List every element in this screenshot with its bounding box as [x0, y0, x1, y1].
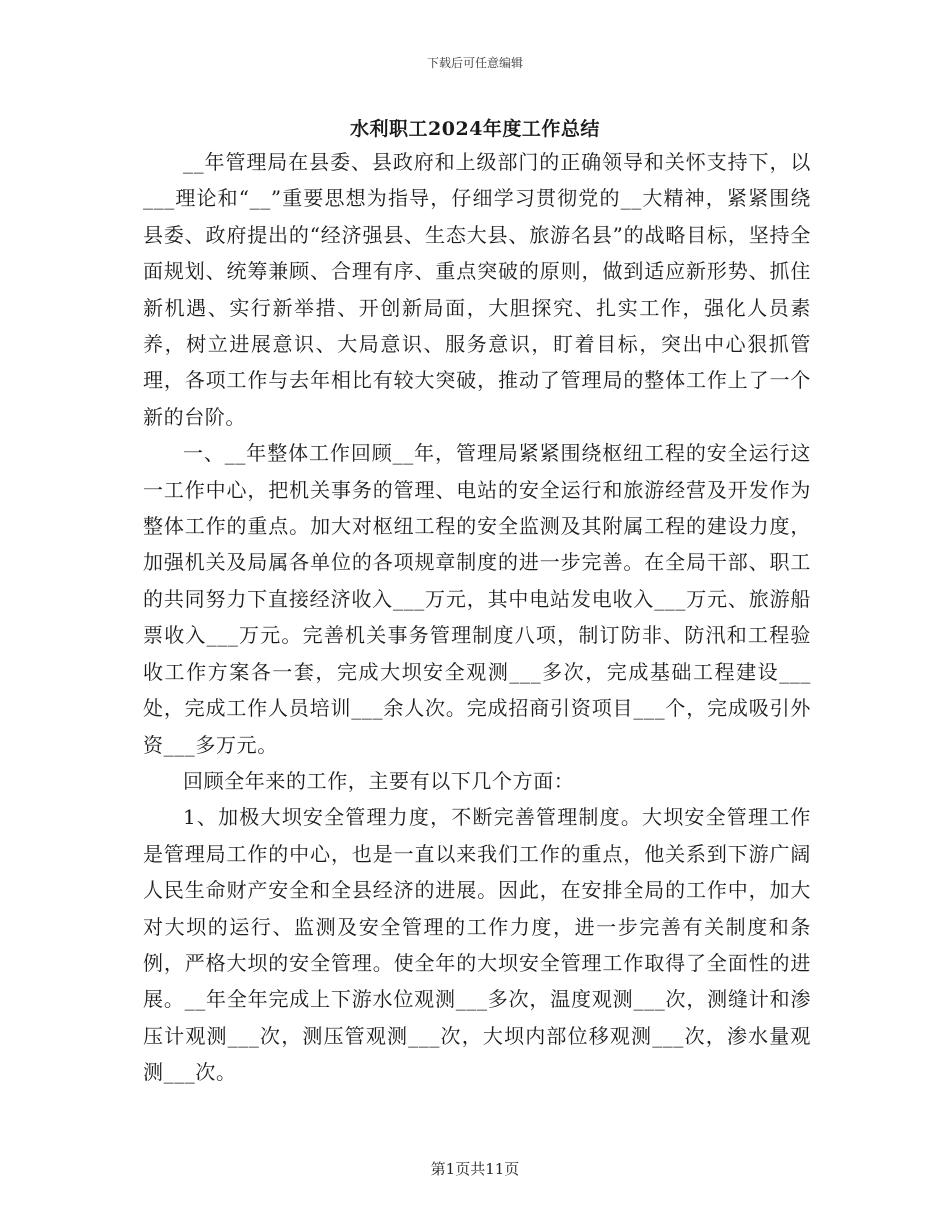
document-body — [143, 144, 811, 1091]
page-number: 第1页共11页 — [430, 1160, 520, 1178]
paragraph-aspects: 回顾全年来的工作，主要有以下几个方面： — [183, 768, 575, 793]
paragraph-intro: __年管理局在县委、县政府和上级部门的正确领导和关怀支持下，以___理论和“__”重要思想为指导，仔细学习贯彻党的__大精神，紧紧围绕县委、政府提出的“经济强县、生态大县、旅游名县”的战略目标，坚持全面规划、统筹兼顾、合理有序、重点突破的原则，做到适应新形势、抓住新机遇、实行新举措、开创新局面，大胆探究、扎实工作，强化人员素养，树立进展意识、大局意识、服务意识，盯着目标，突出中心狠抓管理，各项工作与去年相比有较大突破，推动了管理局的整体工作上了一个新的台阶。 — [143, 150, 811, 429]
header-note: 下载后可任意编辑 — [426, 56, 523, 70]
paragraph-dam-safety: 1、加极大坝安全管理力度，不断完善管理制度。大坝安全管理工作是管理局工作的中心，也是一直以来我们工作的重点，他关系到下游广阔人民生命财产安全和全县经济的进展。因此，在安排全局的工作中，加大对大坝的运行、监测及安全管理的工作力度，进一步完善有关制度和条例，严格大坝的安全管理。使全年的大坝安全管理工作取得了全面性的进展。__年全年完成上下游水位观测___多次，温度观测___次，测缝计和渗压计观测___次，测压管观测___次，大坝内部位移观测___次，渗水量观测___次。 — [143, 805, 811, 1085]
paragraph-review: 一、__年整体工作回顾__年，管理局紧紧围绕枢纽工程的安全运行这一工作中心，把机关事务的管理、电站的安全运行和旅游经营及开发作为整体工作的重点。加大对枢纽工程的安全监测及其附属工程的建设力度，加强机关及局属各单位的各项规章制度的进一步完善。在全局干部、职工的共同努力下直接经济收入___万元，其中电站发电收入___万元、旅游船票收入___万元。完善机关事务管理制度八项，制订防非、防汛和工程验收工作方案各一套，完成大坝安全观测___多次，完成基础工程建设___处，完成工作人员培训___余人次。完成招商引资项目___个，完成吸引外资___多万元。 — [143, 441, 811, 757]
document-title: 水利职工2024年度工作总结 — [350, 118, 600, 140]
